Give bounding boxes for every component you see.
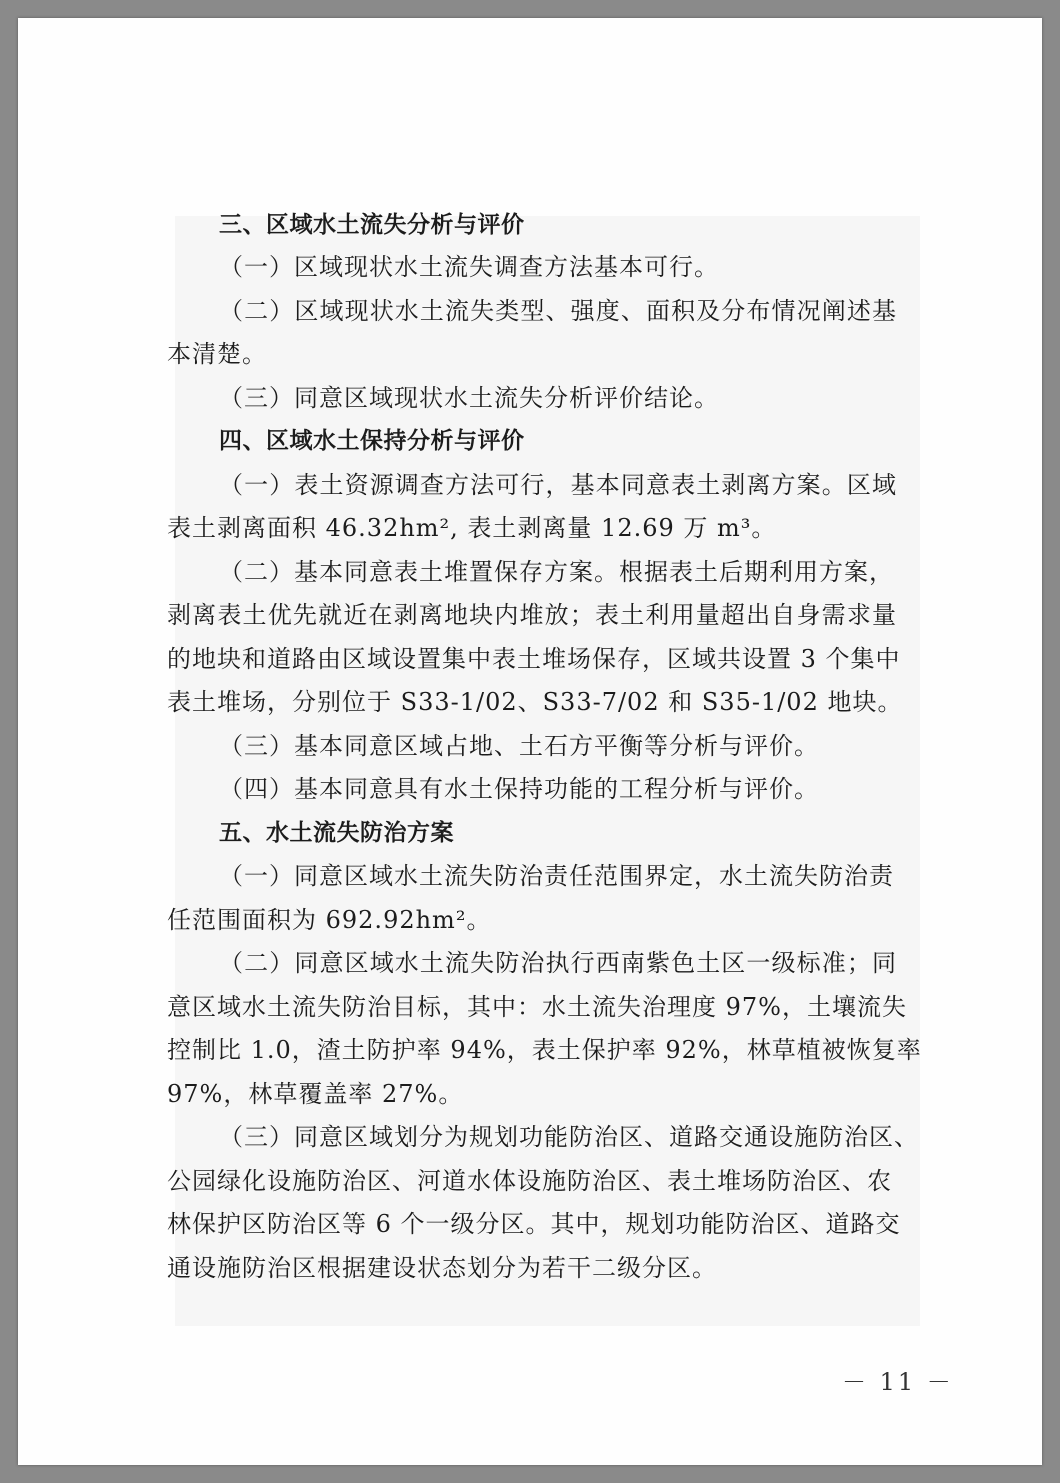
paragraph-line: （四）基本同意具有水土保持功能的工程分析与评价。 [219,775,819,803]
paragraph-line: （一）表土资源调查方法可行，基本同意表土剥离方案。区域 [219,471,897,499]
paragraph-line: （三）同意区域划分为规划功能防治区、道路交通设施防治区、 [219,1123,919,1151]
paragraph-line: 的地块和道路由区域设置集中表土堆场保存，区域共设置 3 个集中 [167,645,901,673]
paragraph-line: （二）基本同意表土堆置保存方案。根据表土后期利用方案， [219,558,894,586]
paragraph-line: 任范围面积为 692.92hm²。 [167,906,492,934]
paragraph-line: （一）同意区域水土流失防治责任范围界定，水土流失防治责 [219,862,894,890]
paragraph-line: 通设施防治区根据建设状态划分为若干二级分区。 [167,1254,717,1282]
paragraph-line: 表土剥离面积 46.32hm², 表土剥离量 12.69 万 m³。 [167,514,777,542]
paragraph-line: 表土堆场，分别位于 S33-1/02、S33-7/02 和 S35-1/02 地块。 [167,688,903,716]
paragraph-line: 公园绿化设施防治区、河道水体设施防治区、表土堆场防治区、农 [167,1167,892,1195]
paragraph-line: 剥离表土优先就近在剥离地块内堆放；表土利用量超出自身需求量 [167,601,897,629]
section-heading-5: 五、水土流失防治方案 [219,820,454,846]
paragraph-line: （二）同意区域水土流失防治执行西南紫色土区一级标准；同 [219,949,897,977]
paragraph-line: （三）同意区域现状水土流失分析评价结论。 [219,384,719,412]
paragraph-line: 本清楚。 [167,340,267,368]
paragraph-line: 林保护区防治区等 6 个一级分区。其中，规划功能防治区、道路交 [167,1210,901,1238]
page-number: － 11 － [842,1368,954,1396]
section-heading-3: 三、区域水土流失分析与评价 [219,212,525,238]
paragraph-line: 97%，林草覆盖率 27%。 [167,1080,464,1108]
paragraph-line: （二）区域现状水土流失类型、强度、面积及分布情况阐述基 [219,297,897,325]
paragraph-line: 控制比 1.0，渣土防护率 94%，表土保护率 92%，林草植被恢复率 [167,1036,922,1064]
section-heading-4: 四、区域水土保持分析与评价 [219,428,525,454]
paragraph-line: 意区域水土流失防治目标，其中：水土流失治理度 97%，土壤流失 [167,993,907,1021]
paragraph-line: （三）基本同意区域占地、土石方平衡等分析与评价。 [219,732,819,760]
paragraph-line: （一）区域现状水土流失调查方法基本可行。 [219,253,719,281]
